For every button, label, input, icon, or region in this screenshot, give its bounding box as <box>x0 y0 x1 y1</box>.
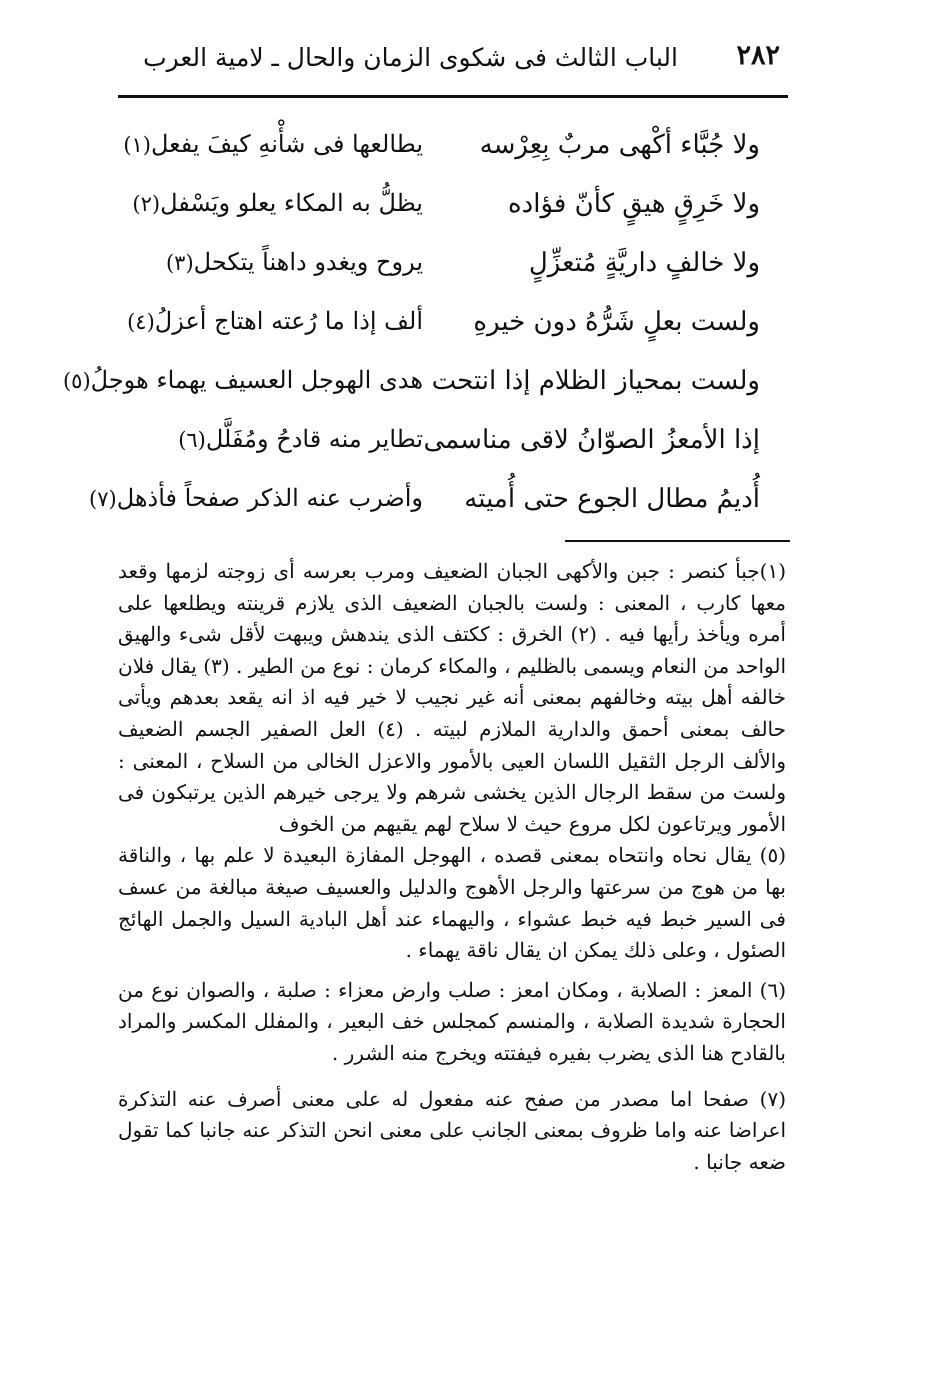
verse <box>0 248 928 308</box>
verse-note-number: (٥) <box>62 369 91 393</box>
verse-second-hemistich <box>89 484 423 512</box>
verse-text: تطاير منه قادحُ ومُفَلَّل <box>205 425 423 453</box>
verse-second-hemistich <box>62 366 423 394</box>
note-1-4: (١)جبأ كنصر : جبن والأكهى الجبان الضعيف ومرب بعرسه أى زوجته لزمها وقعد معها كارب ، المعنى : ولست بالجبان الضعيف الذى يلازم قرينته ويطلعها على أمره ويأخذ رأيها فيه . (٢) الخرق : ككتف الذى يندهش ويبهت لأقل شىء والهيق الواحد من النعام ويسمى بالظليم ، والمكاء كرمان : نوع من الطير . (٣) يقال فلان خالفه أهل بيته وخالفهم بمعنى أنه غير نجيب لا خير فيه اذ انه يقعد بعدهم ويأتى حالف بمعنى أحمق والدارية الملازم لبيته . (٤) العل الصفير الجسم الضعيف والألف الرجل الثقيل اللسان العيى بالأمور والاعزل الخالى من السلاح ، المعنى : ولست من سقط الرجال الذين يخشى شرهم ولا يرجى خيرهم الذين يرتبكون فى الأمور ويرتاعون لكل مروع حيث لا سلاح لهم يقيهم من الخوف <box>118 559 787 836</box>
verse-second-hemistich <box>123 130 423 158</box>
verse <box>0 425 928 485</box>
commentary-notes <box>118 556 786 1178</box>
verse-first-hemistich: أُديمُ مطال الجوع حتى أُميته <box>464 484 760 514</box>
verse-text: يطالعها فى شأْنهِ كيفَ يفعل <box>151 130 423 158</box>
verse-note-number: (٤) <box>127 310 155 334</box>
page-number: ٢٨٢ <box>736 40 780 71</box>
verse-note-number: (٣) <box>165 251 194 275</box>
verse <box>0 307 928 367</box>
verse <box>0 366 928 426</box>
verse-first-hemistich: إذا الأمعزُ الصوّانُ لاقى مناسمى <box>423 425 760 455</box>
verse-text: وأضرب عنه الذكر صفحاً فأذهل <box>116 484 423 512</box>
verse-text: ألف إذا ما رُعته اهتاج أعزلُ <box>154 307 423 335</box>
verse <box>0 484 928 544</box>
verse-note-number: (١) <box>123 133 151 157</box>
verse-note-number: (٢) <box>132 192 161 216</box>
verse-second-hemistich <box>123 307 423 335</box>
note-7: (٧) صفحا اما مصدر من صفح عنه مفعول له على معنى أصرف عنه التذكرة اعراضا عنه واما ظروف بمعنى الجانب على معنى انحن التذكر عنه جانبا كما تقول ضعه جانبا . <box>118 1086 786 1174</box>
verse-first-hemistich: ولا خالفٍ داريَّةٍ مُتعزِّلٍ <box>528 248 760 278</box>
verse-text: يروح ويغدو داهناً يتكحل <box>193 248 423 276</box>
verse-first-hemistich: ولست بعلٍ شَرُّهُ دون خيرهِ <box>473 307 760 337</box>
verse <box>0 189 928 249</box>
verse-note-number: (٦) <box>178 428 206 452</box>
verse <box>0 130 928 190</box>
running-title: الباب الثالث فى شكوى الزمان والحال ـ لامية العرب <box>143 43 678 72</box>
verse-second-hemistich <box>123 425 423 453</box>
verse-second-hemistich <box>123 248 423 276</box>
verse-note-number: (٧) <box>89 487 117 511</box>
note-5: (٥) يقال نحاه وانتحاه بمعنى قصده ، الهوجل المفازة البعيدة لا علم بها ، والناقة بها من هوج من سرعتها والرجل الأهوج والدليل والعسيف صيغة مبالغة من عسف فى السير خبط فيه خبط عشواء ، واليهماء عند أهل البادية السيل والجمل الهائج الصئول ، وعلى ذلك يمكن ان يقال ناقة يهماء . <box>118 843 786 963</box>
verse-first-hemistich: ولا خَرِقٍ هيقٍ كأنّ فؤاده <box>508 189 760 219</box>
verse-first-hemistich: ولست بمحياز الظلام إذا انتحت <box>431 366 760 396</box>
poem-end-rule <box>565 540 790 542</box>
verse-text: يظلُّ به المكاء يعلو ويَسْفل <box>160 189 423 217</box>
verse-first-hemistich: ولا جُبَّاء أكْهى مربٌ بِعِرْسه <box>479 130 760 160</box>
note-6: (٦) المعز : الصلابة ، ومكان امعز : صلب وارض معزاء : صلبة ، والصوان نوع من الحجارة شديدة الصلابة ، والمنسم كمجلس خف البعير ، والمفلل المكسر والمراد بالقادح هنا الذى يضرب بفيره فيفتته ويخرج منه الشرر . <box>118 977 786 1065</box>
header-rule <box>118 95 788 98</box>
verse-text: هدى الهوجل العسيف يهماء هوجلُ <box>90 366 423 394</box>
verse-second-hemistich <box>123 189 423 217</box>
